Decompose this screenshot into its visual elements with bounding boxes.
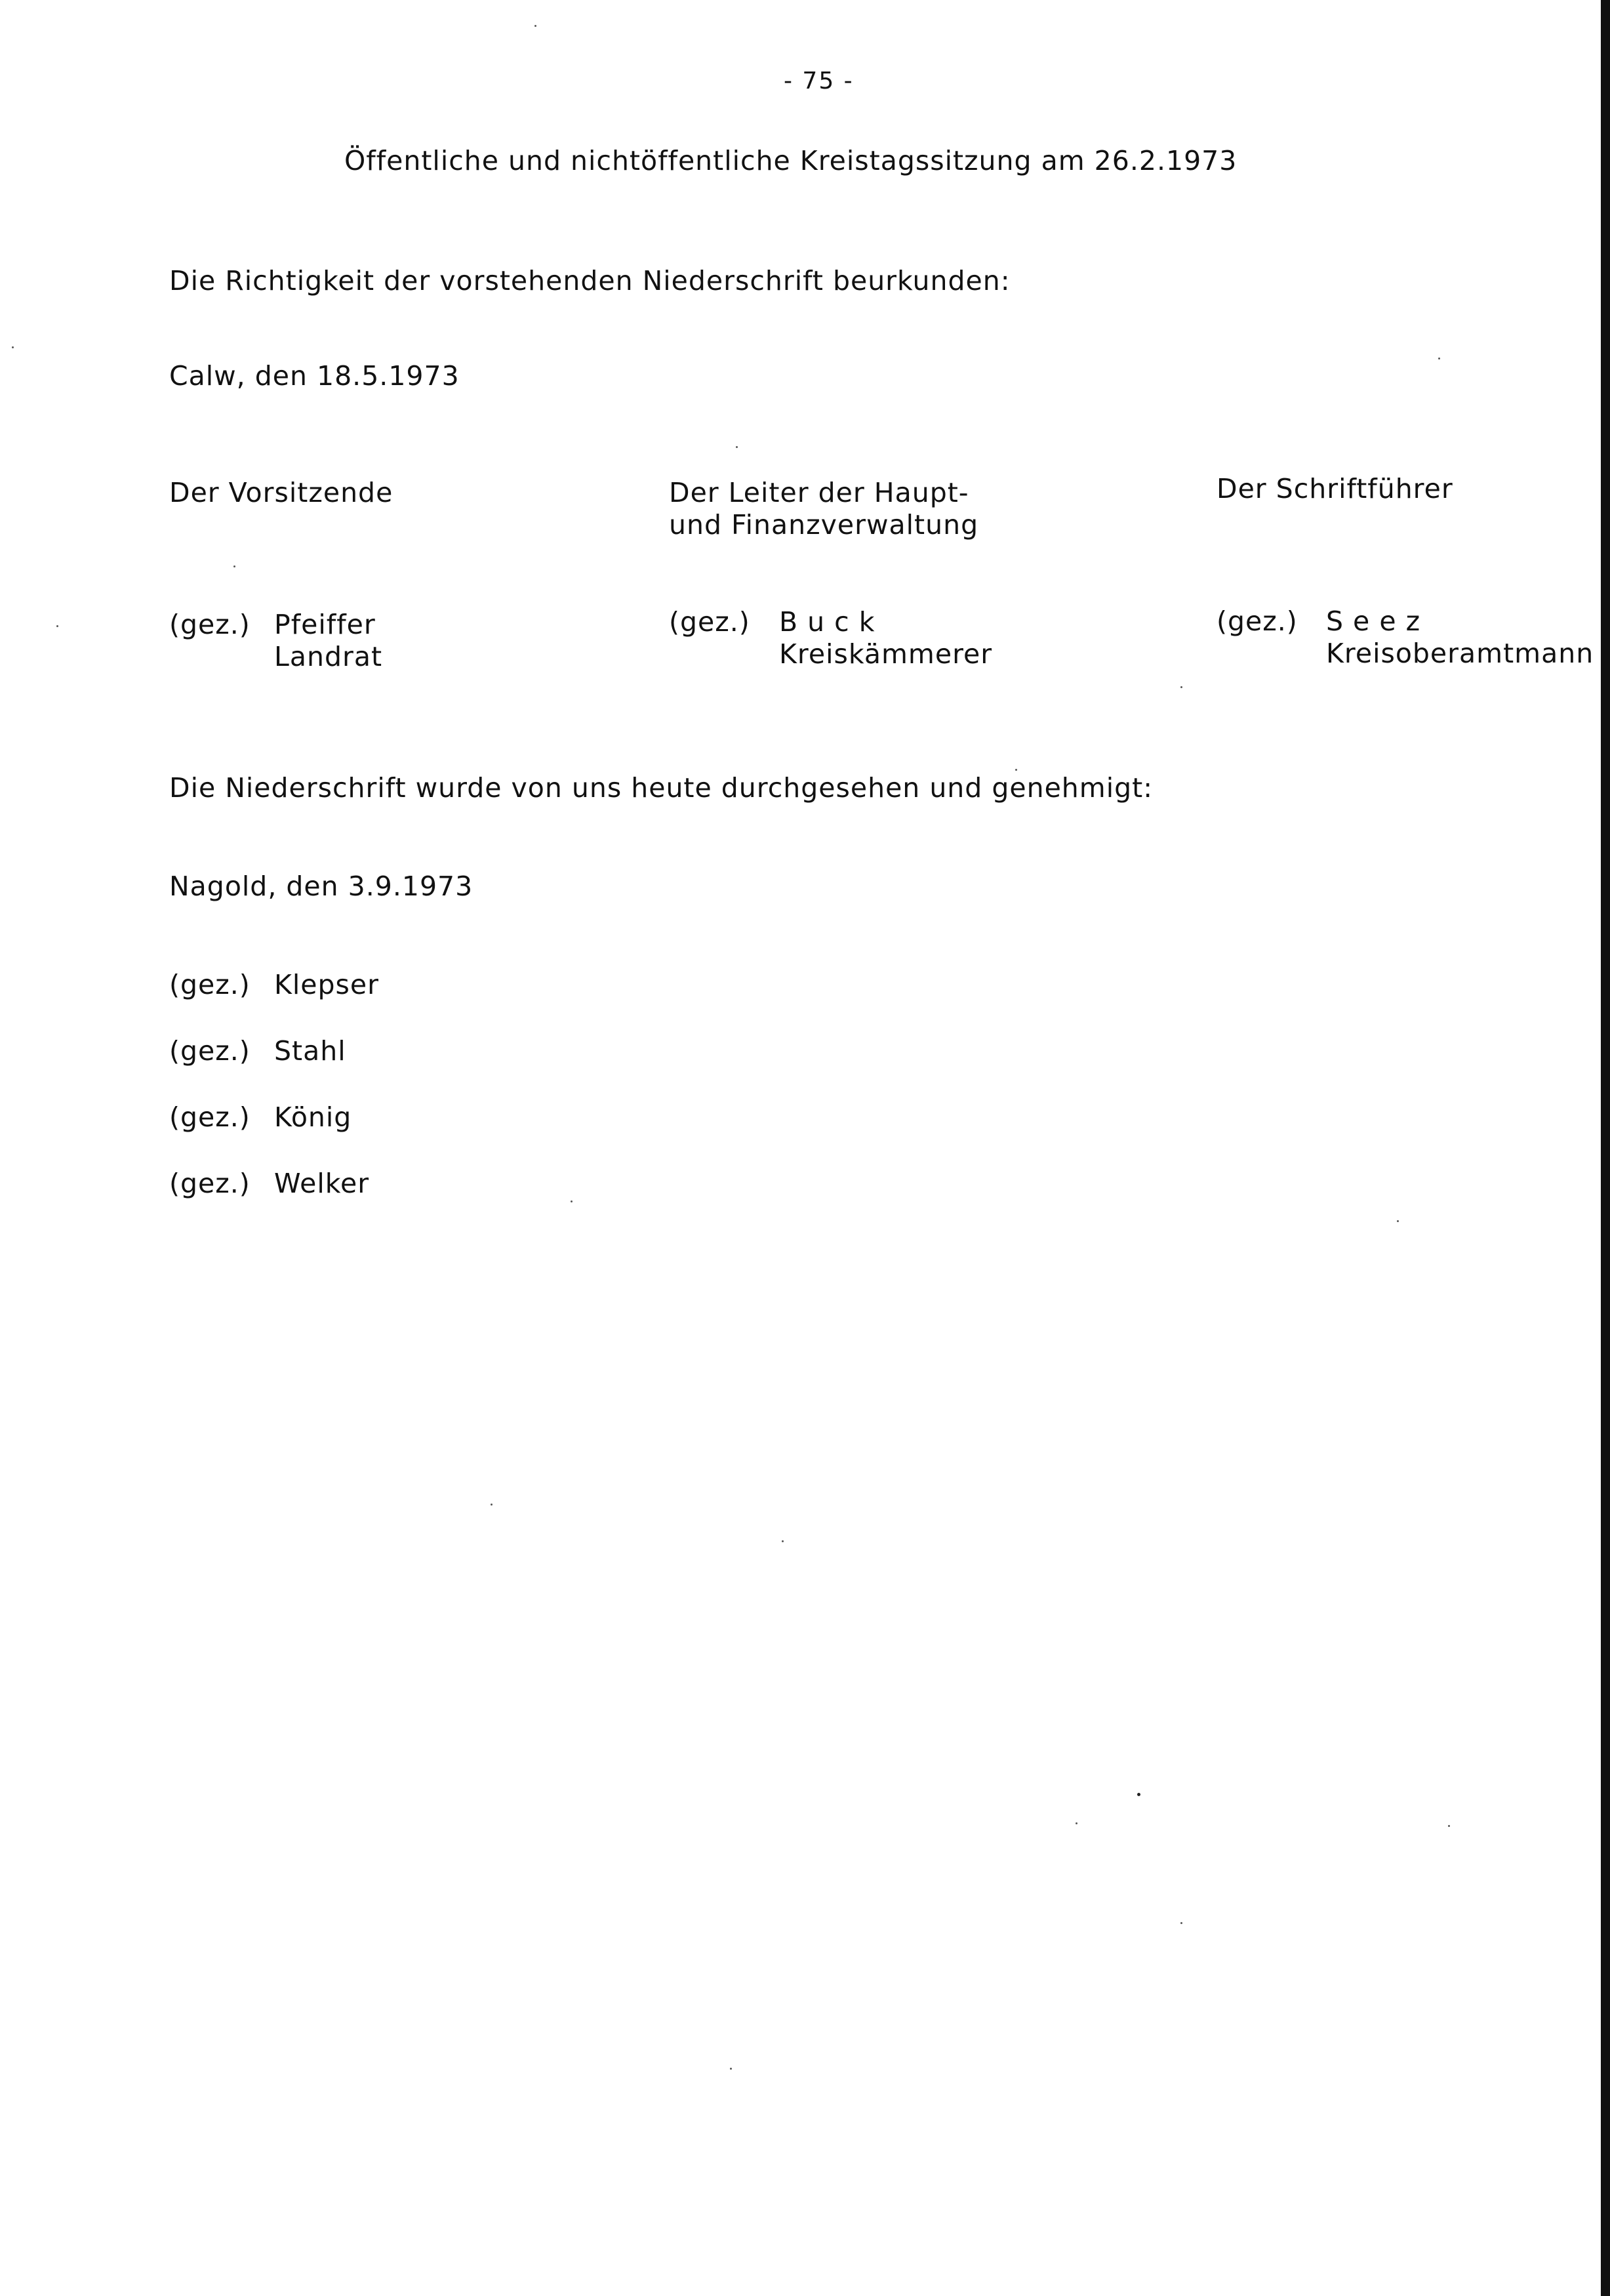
scan-speck [1448, 1825, 1450, 1827]
approval-signer-name: König [274, 1101, 352, 1133]
page-number: - 75 - [784, 68, 854, 94]
signatory-finance-role-line2: und Finanzverwaltung [669, 509, 979, 541]
signatory-secretary-gez: (gez.) [1217, 605, 1298, 637]
scan-speck [1076, 1822, 1077, 1824]
approval-place-date: Nagold, den 3.9.1973 [169, 871, 473, 902]
scan-speck [1137, 1793, 1140, 1796]
approval-signer-gez: (gez.) [169, 1101, 251, 1133]
scan-speck [1015, 769, 1017, 771]
approval-signer-gez: (gez.) [169, 1168, 251, 1199]
scan-speck [1438, 358, 1440, 359]
approval-signer-name: Klepser [274, 969, 379, 1000]
signatory-chair-title: Landrat [274, 641, 383, 672]
scan-speck [1397, 1220, 1399, 1222]
scan-speck [491, 1504, 493, 1506]
scan-speck [571, 1200, 573, 1202]
signatory-chair-name: Pfeiffer [274, 609, 376, 640]
signatory-finance-role-line1: Der Leiter der Haupt- [669, 477, 969, 508]
signatory-secretary-title: Kreisoberamtmann [1326, 638, 1594, 669]
signatory-chair-gez: (gez.) [169, 609, 251, 640]
approval-signer-name: Stahl [274, 1035, 346, 1067]
scan-edge [1601, 0, 1610, 2296]
signatory-finance-name: B u c k [779, 606, 875, 638]
signatory-secretary-role: Der Schriftführer [1217, 473, 1453, 504]
approval-signer-gez: (gez.) [169, 969, 251, 1000]
approval-statement: Die Niederschrift wurde von uns heute durchgesehen und genehmigt: [169, 772, 1154, 804]
scan-speck [730, 2068, 732, 2070]
approval-signer-name: Welker [274, 1168, 370, 1199]
page-title: Öffentliche und nichtöffentliche Kreistagssitzung am 26.2.1973 [344, 145, 1238, 176]
signatory-secretary-name: S e e z [1326, 605, 1421, 637]
signatory-finance-gez: (gez.) [669, 606, 750, 638]
scan-speck [1180, 686, 1182, 688]
scan-speck [534, 25, 536, 27]
scan-speck [782, 1540, 784, 1542]
scan-speck [56, 625, 58, 627]
attestation-statement: Die Richtigkeit der vorstehenden Niederschrift beurkunden: [169, 265, 1011, 297]
scan-speck [1180, 1922, 1182, 1924]
scan-speck [736, 446, 738, 448]
signatory-finance-title: Kreiskämmerer [779, 638, 993, 670]
scan-speck [233, 565, 235, 567]
scan-speck [12, 346, 14, 348]
approval-signer-gez: (gez.) [169, 1035, 251, 1067]
attestation-place-date: Calw, den 18.5.1973 [169, 360, 460, 392]
signatory-chair-role: Der Vorsitzende [169, 477, 393, 508]
